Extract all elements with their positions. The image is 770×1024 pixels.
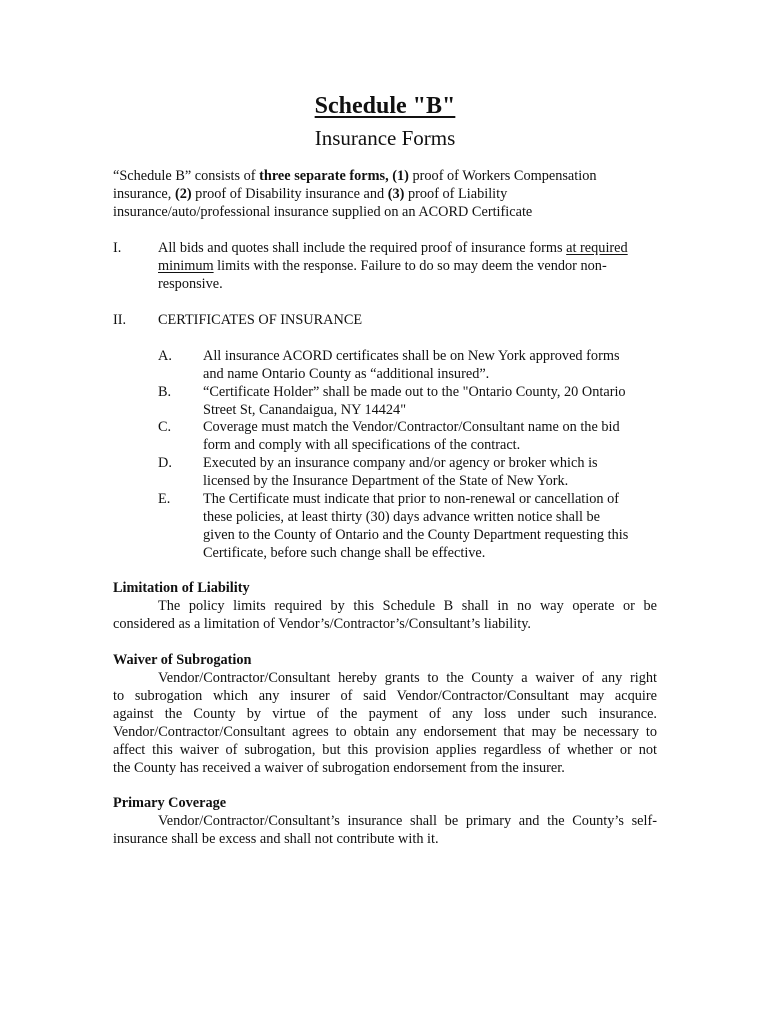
limitation-line-1: The policy limits required by this Schedule B shall in no way operate or be: [158, 598, 657, 614]
list-item-letter: A.: [158, 348, 172, 364]
waiver-line-4: Vendor/Contractor/Consultant agrees to obtain any endorsement that may be necessary to: [113, 724, 657, 740]
section-ii-heading: CERTIFICATES OF INSURANCE: [158, 312, 363, 328]
list-item-letter: B.: [158, 384, 172, 400]
list-item-letter: C.: [158, 419, 172, 435]
underlined-text: at required: [566, 240, 628, 256]
primary-line-1: Vendor/Contractor/Consultant’s insurance shall be primary and the County’s self-: [158, 813, 657, 829]
list-item-line: The Certificate must indicate that prior to non-renewal or cancellation of: [203, 491, 620, 507]
intro-line-1: “Schedule B” consists of three separate forms, (1) proof of Workers Compensation: [113, 168, 597, 184]
limitation-line-2: considered as a limitation of Vendor’s/Contractor’s/Consultant’s liability.: [113, 616, 531, 632]
list-item-line: Executed by an insurance company and/or agency or broker which is: [203, 455, 598, 471]
waiver-heading: Waiver of Subrogation: [113, 652, 252, 668]
list-item-line: form and comply with all specifications of the contract.: [203, 437, 521, 453]
list-item-line: licensed by the Insurance Department of the State of New York.: [203, 473, 569, 489]
list-item-line: these policies, at least thirty (30) days advance written notice shall be: [203, 509, 601, 525]
page-subtitle: Insurance Forms: [314, 126, 456, 150]
section-i-line-2: minimum limits with the response. Failure to do so may deem the vendor non-: [158, 258, 607, 274]
underlined-text: minimum: [158, 258, 214, 274]
list-item-letter: D.: [158, 455, 172, 471]
waiver-line-1: Vendor/Contractor/Consultant hereby grants to the County a waiver of any right: [158, 670, 657, 686]
primary-line-2: insurance shall be excess and shall not contribute with it.: [113, 831, 439, 847]
page-title: Schedule "B": [314, 93, 456, 119]
waiver-line-5: affect this waiver of subrogation, but this provision applies regardless of whether or not: [113, 742, 657, 758]
waiver-line-3: against the County by virtue of the payment of any loss under such insurance.: [113, 706, 657, 722]
primary-heading: Primary Coverage: [113, 795, 227, 811]
waiver-line-6: the County has received a waiver of subrogation endorsement from the insurer.: [113, 760, 565, 776]
section-ii-numeral: II.: [113, 312, 127, 328]
section-i-line-3: responsive.: [158, 276, 223, 292]
list-item-letter: E.: [158, 491, 171, 507]
list-item-line: “Certificate Holder” shall be made out to the "Ontario County, 20 Ontario: [203, 384, 626, 400]
list-item-line: Coverage must match the Vendor/Contractor/Consultant name on the bid: [203, 419, 620, 435]
limitation-heading: Limitation of Liability: [113, 580, 250, 596]
list-item-line: Street St, Canandaigua, NY 14424": [203, 402, 407, 418]
list-item-line: All insurance ACORD certificates shall be on New York approved forms: [203, 348, 620, 364]
list-item-line: and name Ontario County as “additional insured”.: [203, 366, 490, 382]
list-item-line: given to the County of Ontario and the County Department requesting this: [203, 527, 629, 543]
intro-line-2: insurance, (2) proof of Disability insurance and (3) proof of Liability: [113, 186, 508, 202]
section-i-numeral: I.: [113, 240, 122, 256]
list-item-line: Certificate, before such change shall be effective.: [203, 545, 486, 561]
section-i-line-1: All bids and quotes shall include the required proof of insurance forms at required: [158, 240, 628, 256]
waiver-line-2: to subrogation which any insurer of said Vendor/Contractor/Consultant may acquire: [113, 688, 657, 704]
intro-line-3: insurance/auto/professional insurance supplied on an ACORD Certificate: [113, 204, 533, 220]
